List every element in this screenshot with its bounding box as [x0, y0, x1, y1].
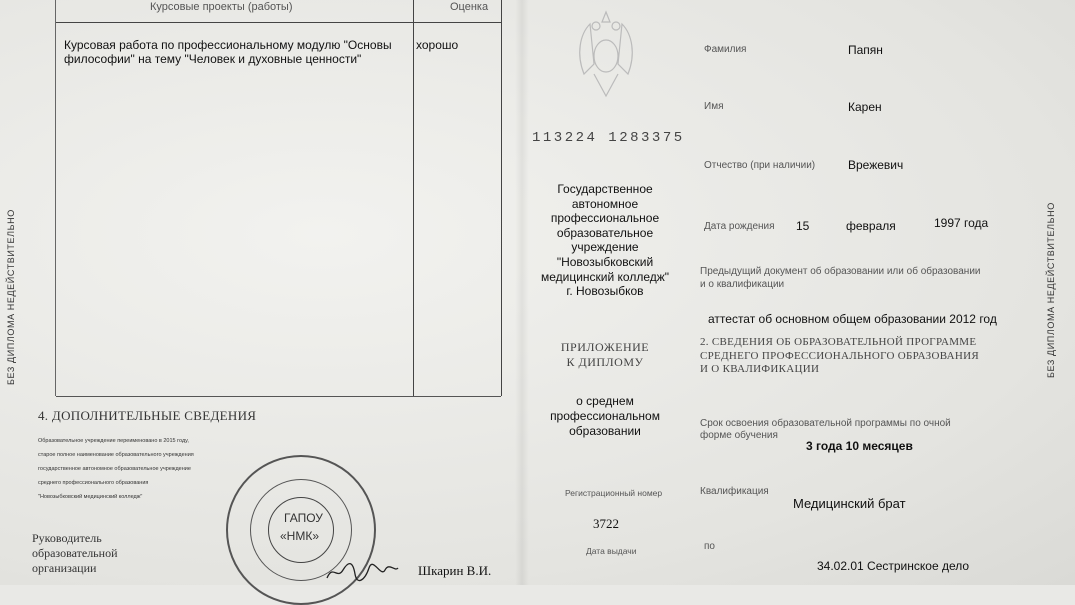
org-line-1: Государственное: [557, 182, 653, 196]
qualification-value: Медицинский брат: [793, 496, 906, 511]
name-value: Карен: [848, 100, 882, 114]
prev-doc-value: аттестат об основном общем образовании 2012 год: [708, 312, 997, 326]
dob-day: 15: [796, 219, 810, 233]
additional-line-4: среднего профессионального образования: [38, 480, 149, 486]
col2-header: Оценка: [450, 1, 489, 13]
coursework-grade: хорошо: [416, 38, 459, 52]
term-label-2: форме обучения: [700, 430, 778, 441]
additional-line-2: старое полное наименование образовательного учреждения: [38, 452, 194, 458]
patronymic-label: Отчество (при наличии): [704, 160, 816, 171]
education-level: [530, 394, 680, 439]
head-label-3: организации: [32, 561, 97, 575]
prev-doc-label-1: Предыдущий документ об образовании или об образовании: [700, 266, 981, 277]
additional-line-3: государственное автономное образовательное учреждение: [38, 466, 191, 472]
signature-image: [325, 560, 400, 584]
reg-number: 3722: [593, 516, 619, 531]
org-line-2: автономное: [571, 196, 639, 211]
surname-value: Папян: [848, 43, 883, 57]
seal-text-2: «НМК»: [280, 529, 319, 543]
dob-label: Дата рождения: [704, 221, 775, 232]
term-label-1: Срок освоения образовательной программы по очной: [700, 418, 951, 429]
seal-text: ГАПОУ: [284, 511, 323, 525]
patronymic-value: Врежевич: [848, 158, 904, 172]
section2-line-2: СРЕДНЕГО ПРОФЕССИОНАЛЬНОГО ОБРАЗОВАНИЯ: [700, 349, 980, 362]
org-line-8: г. Новозыбков: [566, 284, 644, 299]
col1-header: Курсовые проекты (работы): [150, 1, 293, 13]
appendix-title: [530, 340, 680, 370]
org-line-3: профессиональное: [550, 211, 660, 226]
name-label: Имя: [704, 101, 724, 112]
head-label-2: образовательной: [32, 546, 118, 560]
organization-block: [520, 182, 690, 299]
left-side-text: БЕЗ ДИПЛОМА НЕДЕЙСТВИТЕЛЬНО: [6, 209, 16, 385]
emblem-icon: [570, 4, 642, 104]
dob-month: февраля: [846, 219, 896, 233]
level-line-3: образовании: [569, 424, 641, 438]
appendix-line-2: К ДИПЛОМУ: [566, 355, 644, 369]
coursework-name-line2: философии" на тему "Человек и духовные ценности": [64, 52, 362, 66]
reg-number-label: Регистрационный номер: [565, 488, 663, 498]
additional-line-5: "Новозыбковский медицинский колледж": [38, 494, 143, 500]
specialty-value: 34.02.01 Сестринское дело: [817, 559, 970, 573]
section2-line-1: 2. СВЕДЕНИЯ ОБ ОБРАЗОВАТЕЛЬНОЙ ПРОГРАММЕ: [700, 336, 977, 348]
level-line-2: профессиональном: [550, 409, 660, 423]
term-value: 3 года 10 месяцев: [806, 439, 913, 453]
org-line-5: учреждение: [571, 240, 639, 255]
head-label-1: Руководитель: [32, 531, 102, 545]
section2-line-3: И О КВАЛИФИКАЦИИ: [700, 363, 820, 375]
right-side-text: БЕЗ ДИПЛОМА НЕДЕЙСТВИТЕЛЬНО: [1046, 202, 1056, 378]
specialty-label: по: [704, 541, 715, 552]
prev-doc-label-2: и о квалификации: [700, 279, 785, 290]
surname-label: Фамилия: [704, 44, 747, 55]
additional-line-1: Образовательное учреждение переименовано в 2015 году,: [38, 438, 189, 444]
issue-date-label: Дата выдачи: [586, 546, 637, 556]
org-line-6: "Новозыбковский: [556, 254, 654, 269]
additional-title: 4. ДОПОЛНИТЕЛЬНЫЕ СВЕДЕНИЯ: [38, 408, 257, 423]
page-fold: [515, 0, 529, 585]
appendix-line-1: ПРИЛОЖЕНИЕ: [560, 340, 650, 354]
level-line-1: о среднем: [576, 394, 634, 408]
head-name: Шкарин В.И.: [418, 563, 492, 578]
coursework-name-line1: Курсовая работа по профессиональному модулю "Основы: [64, 38, 392, 52]
serial-number: 113224 1283375: [532, 130, 685, 146]
dob-year: 1997 года: [934, 216, 989, 230]
org-line-7: медицинский колледж": [540, 269, 670, 284]
org-line-4: образовательное: [556, 225, 654, 240]
qualification-label: Квалификация: [700, 486, 769, 497]
section2-title: [700, 336, 979, 377]
